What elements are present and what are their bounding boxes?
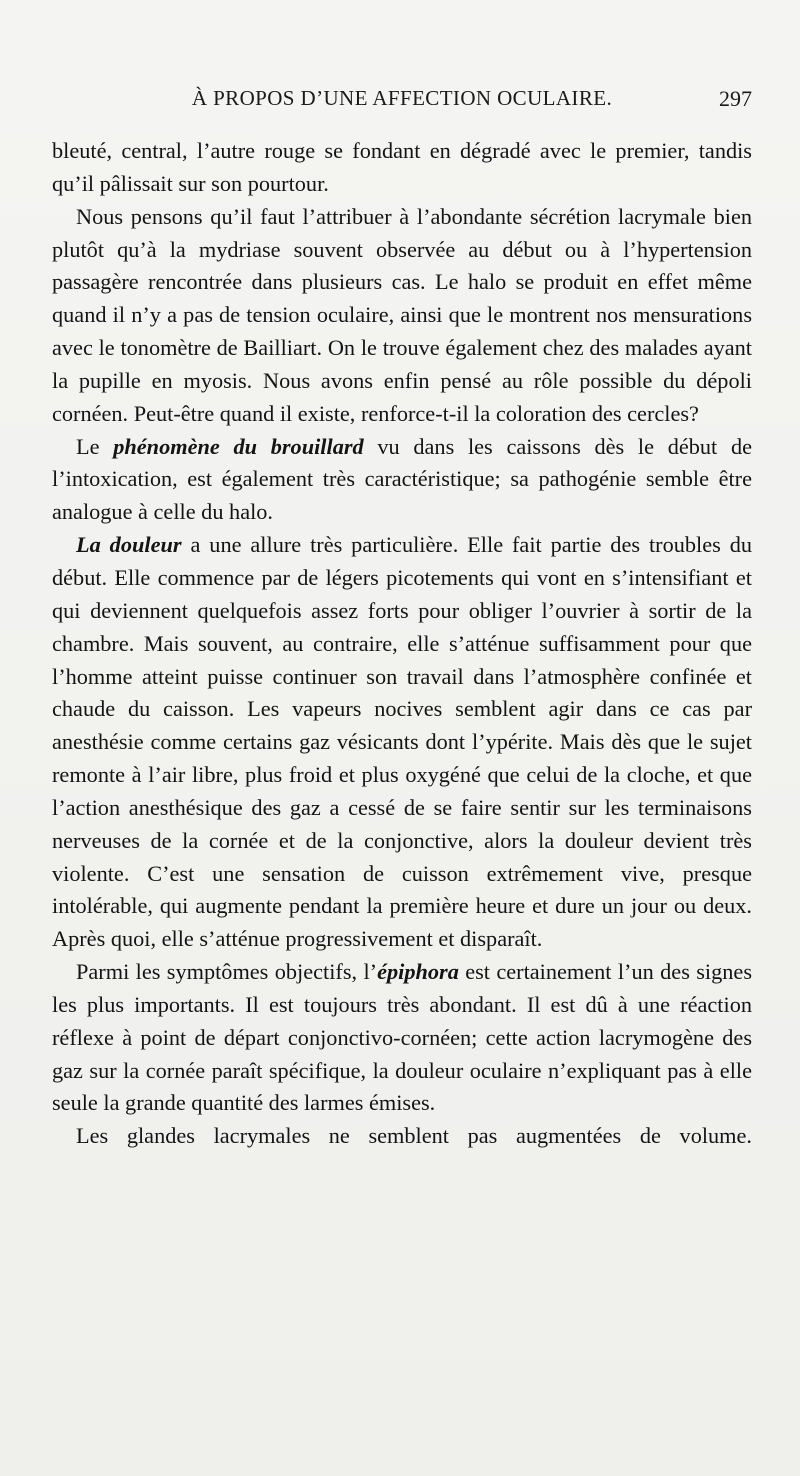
text-before: Parmi les symptômes objectifs, l’ bbox=[76, 959, 378, 985]
text-after: est certainement l’un des signes les plus importants. Il est toujours très abondant. Il est dû à une réaction réflexe à point de départ conjonctivo-cornéen; cette action lacrymogène des gaz sur la cornée paraît spécifique, la douleur oculaire n’expliquant pas à elle seule la grande quantité des larmes émises. bbox=[52, 959, 752, 1116]
running-head bbox=[52, 86, 752, 118]
italic-term-epiphora: épiphora bbox=[377, 959, 459, 985]
paragraph-halo-cause: Nous pensons qu’il faut l’attribuer à l’abondante sécrétion lacrymale bien plutôt qu’à la mydriase souvent observée au début ou à l’hypertension passagère rencontrée dans plusieurs cas. Le halo se produit en effet même quand il n’y a pas de tension oculaire, ainsi que le montrent nos mensurations avec le tonomètre de Bailliart. On le trouve également chez des malades ayant la pupille en myosis. Nous avons enfin pensé au rôle possible du dépoli cornéen. Peut-être quand il existe, renforce-t-il la coloration des cercles? bbox=[52, 203, 752, 426]
paragraph-glandes: Les glandes lacrymales ne semblent pas augmentées de volume. bbox=[76, 1123, 752, 1149]
paragraph-epiphora bbox=[52, 956, 752, 1120]
page-number: 297 bbox=[719, 86, 752, 111]
text-after: vu dans les caissons dès le début de l’intoxication, est également très caractéristique; sa pathogénie semble être analogue à celle du halo. bbox=[52, 433, 752, 525]
body-text bbox=[52, 135, 752, 1153]
running-title: À PROPOS D’UNE AFFECTION OCULAIRE. bbox=[191, 86, 613, 110]
paragraph-continuation: bleuté, central, l’autre rouge se fondant en dégradé avec le premier, tandis qu’il pâlissait sur son pourtour. bbox=[52, 138, 752, 196]
italic-term-douleur: La douleur bbox=[76, 532, 182, 558]
paragraph-brouillard bbox=[52, 431, 752, 530]
italic-term-brouillard: phénomène du brouillard bbox=[113, 433, 364, 459]
paragraph-douleur bbox=[52, 529, 752, 956]
text-before: Le bbox=[76, 433, 114, 459]
text-after: a une allure très particulière. Elle fait partie des troubles du début. Elle commence par de légers picotements qui vont en s’intensifiant et qui deviennent quelquefois assez forts pour obliger l’ouvrier à sortir de la chambre. Mais souvent, au contraire, elle s’atténue suffisamment pour que l’homme atteint puisse continuer son travail dans l’atmosphère confinée et chaude du caisson. Les vapeurs nocives semblent agir dans ce cas par anesthésie comme certains gaz vésicants dont l’ypérite. Mais dès que le sujet remonte à l’air libre, plus froid et plus oxygéné que celui de la cloche, et que l’action anesthésique des gaz a cessé de se faire sentir sur les terminaisons nerveuses de la cornée et de la conjonctive, alors la douleur devient très violente. C’est une sensation de cuisson extrêmement vive, presque intolérable, qui augmente pendant la première heure et dure un jour ou deux. Après quoi, elle s’atténue progressivement et disparaît. bbox=[52, 532, 752, 952]
